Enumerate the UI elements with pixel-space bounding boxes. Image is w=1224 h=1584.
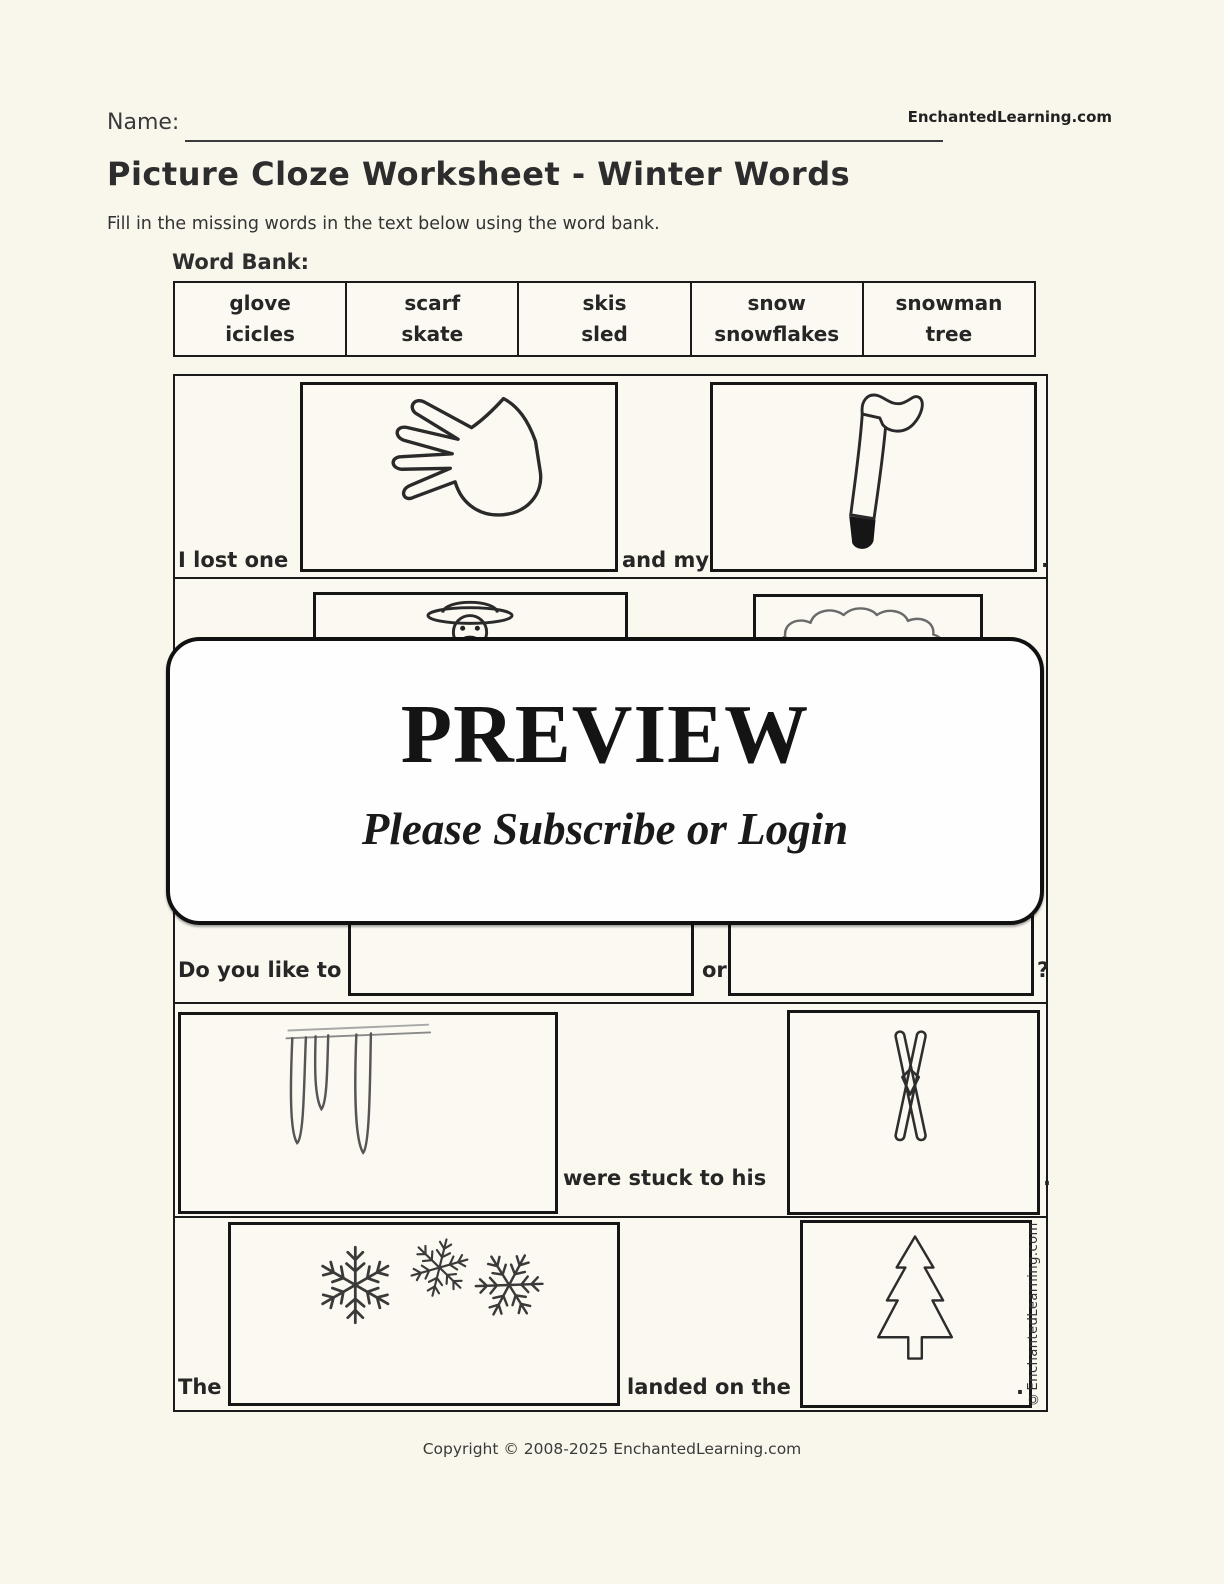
word-bank-word: sled bbox=[581, 322, 628, 346]
vertical-copyright: ©EnchantedLearning.com bbox=[1026, 1222, 1041, 1406]
glove-icon bbox=[303, 385, 615, 569]
preview-title: PREVIEW bbox=[400, 688, 810, 781]
sentence-row3-mid: or bbox=[702, 958, 727, 982]
sentence-row5-end: . bbox=[1016, 1375, 1024, 1399]
tree-icon bbox=[803, 1223, 1029, 1405]
word-bank-cell bbox=[690, 283, 862, 355]
sentence-row4-end: . bbox=[1043, 1166, 1051, 1190]
word-bank-word: skis bbox=[582, 291, 627, 315]
row-divider bbox=[175, 1216, 1046, 1218]
subscribe-login-text: Please Subscribe or Login bbox=[361, 804, 849, 854]
picture-box-icicles bbox=[178, 1012, 558, 1214]
sentence-row5-mid: landed on the bbox=[627, 1375, 791, 1399]
picture-box-skis bbox=[787, 1010, 1040, 1215]
sentence-row3-end: ? bbox=[1037, 958, 1050, 982]
sentence-row1-end: . bbox=[1041, 548, 1049, 572]
sentence-row1-mid: and my bbox=[622, 548, 710, 572]
sentence-row4-mid: were stuck to his bbox=[563, 1166, 767, 1190]
instruction-text: Fill in the missing words in the text below using the word bank. bbox=[107, 214, 660, 234]
word-bank-word: skate bbox=[401, 322, 464, 346]
picture-box-scarf bbox=[710, 382, 1037, 572]
skis-icon bbox=[790, 1013, 1037, 1212]
picture-box-snowflakes bbox=[228, 1222, 620, 1406]
preview-overlay bbox=[166, 637, 1044, 925]
word-bank-word: tree bbox=[925, 322, 973, 346]
site-header-link[interactable]: EnchantedLearning.com bbox=[907, 108, 1112, 126]
word-bank-label: Word Bank: bbox=[172, 250, 310, 274]
picture-box-glove bbox=[300, 382, 618, 572]
word-bank-cell bbox=[862, 283, 1034, 355]
picture-box-tree bbox=[800, 1220, 1032, 1408]
word-bank-cell bbox=[175, 283, 345, 355]
name-label: Name: bbox=[107, 110, 180, 135]
word-bank-word: scarf bbox=[404, 291, 461, 315]
word-bank-word: snow bbox=[747, 291, 806, 315]
copyright-footer: Copyright © 2008-2025 EnchantedLearning.com bbox=[422, 1440, 802, 1458]
word-bank-table bbox=[173, 281, 1036, 357]
scarf-icon bbox=[713, 385, 1034, 569]
page-title: Picture Cloze Worksheet - Winter Words bbox=[107, 155, 851, 193]
word-bank-word: icicles bbox=[225, 322, 295, 346]
row-divider bbox=[175, 1002, 1046, 1004]
sentence-row5-lead: The bbox=[178, 1375, 222, 1399]
word-bank-cell bbox=[517, 283, 689, 355]
icicles-icon bbox=[181, 1015, 555, 1211]
sentence-row1-lead: I lost one bbox=[178, 548, 289, 572]
snowflakes-icon bbox=[231, 1225, 617, 1403]
word-bank-word: snowflakes bbox=[714, 322, 840, 346]
row-divider bbox=[175, 577, 1046, 579]
word-bank-cell bbox=[345, 283, 517, 355]
word-bank-word: snowman bbox=[895, 291, 1003, 315]
name-input-line bbox=[185, 140, 943, 142]
word-bank-word: glove bbox=[229, 291, 291, 315]
sentence-row3-lead: Do you like to bbox=[178, 958, 342, 982]
